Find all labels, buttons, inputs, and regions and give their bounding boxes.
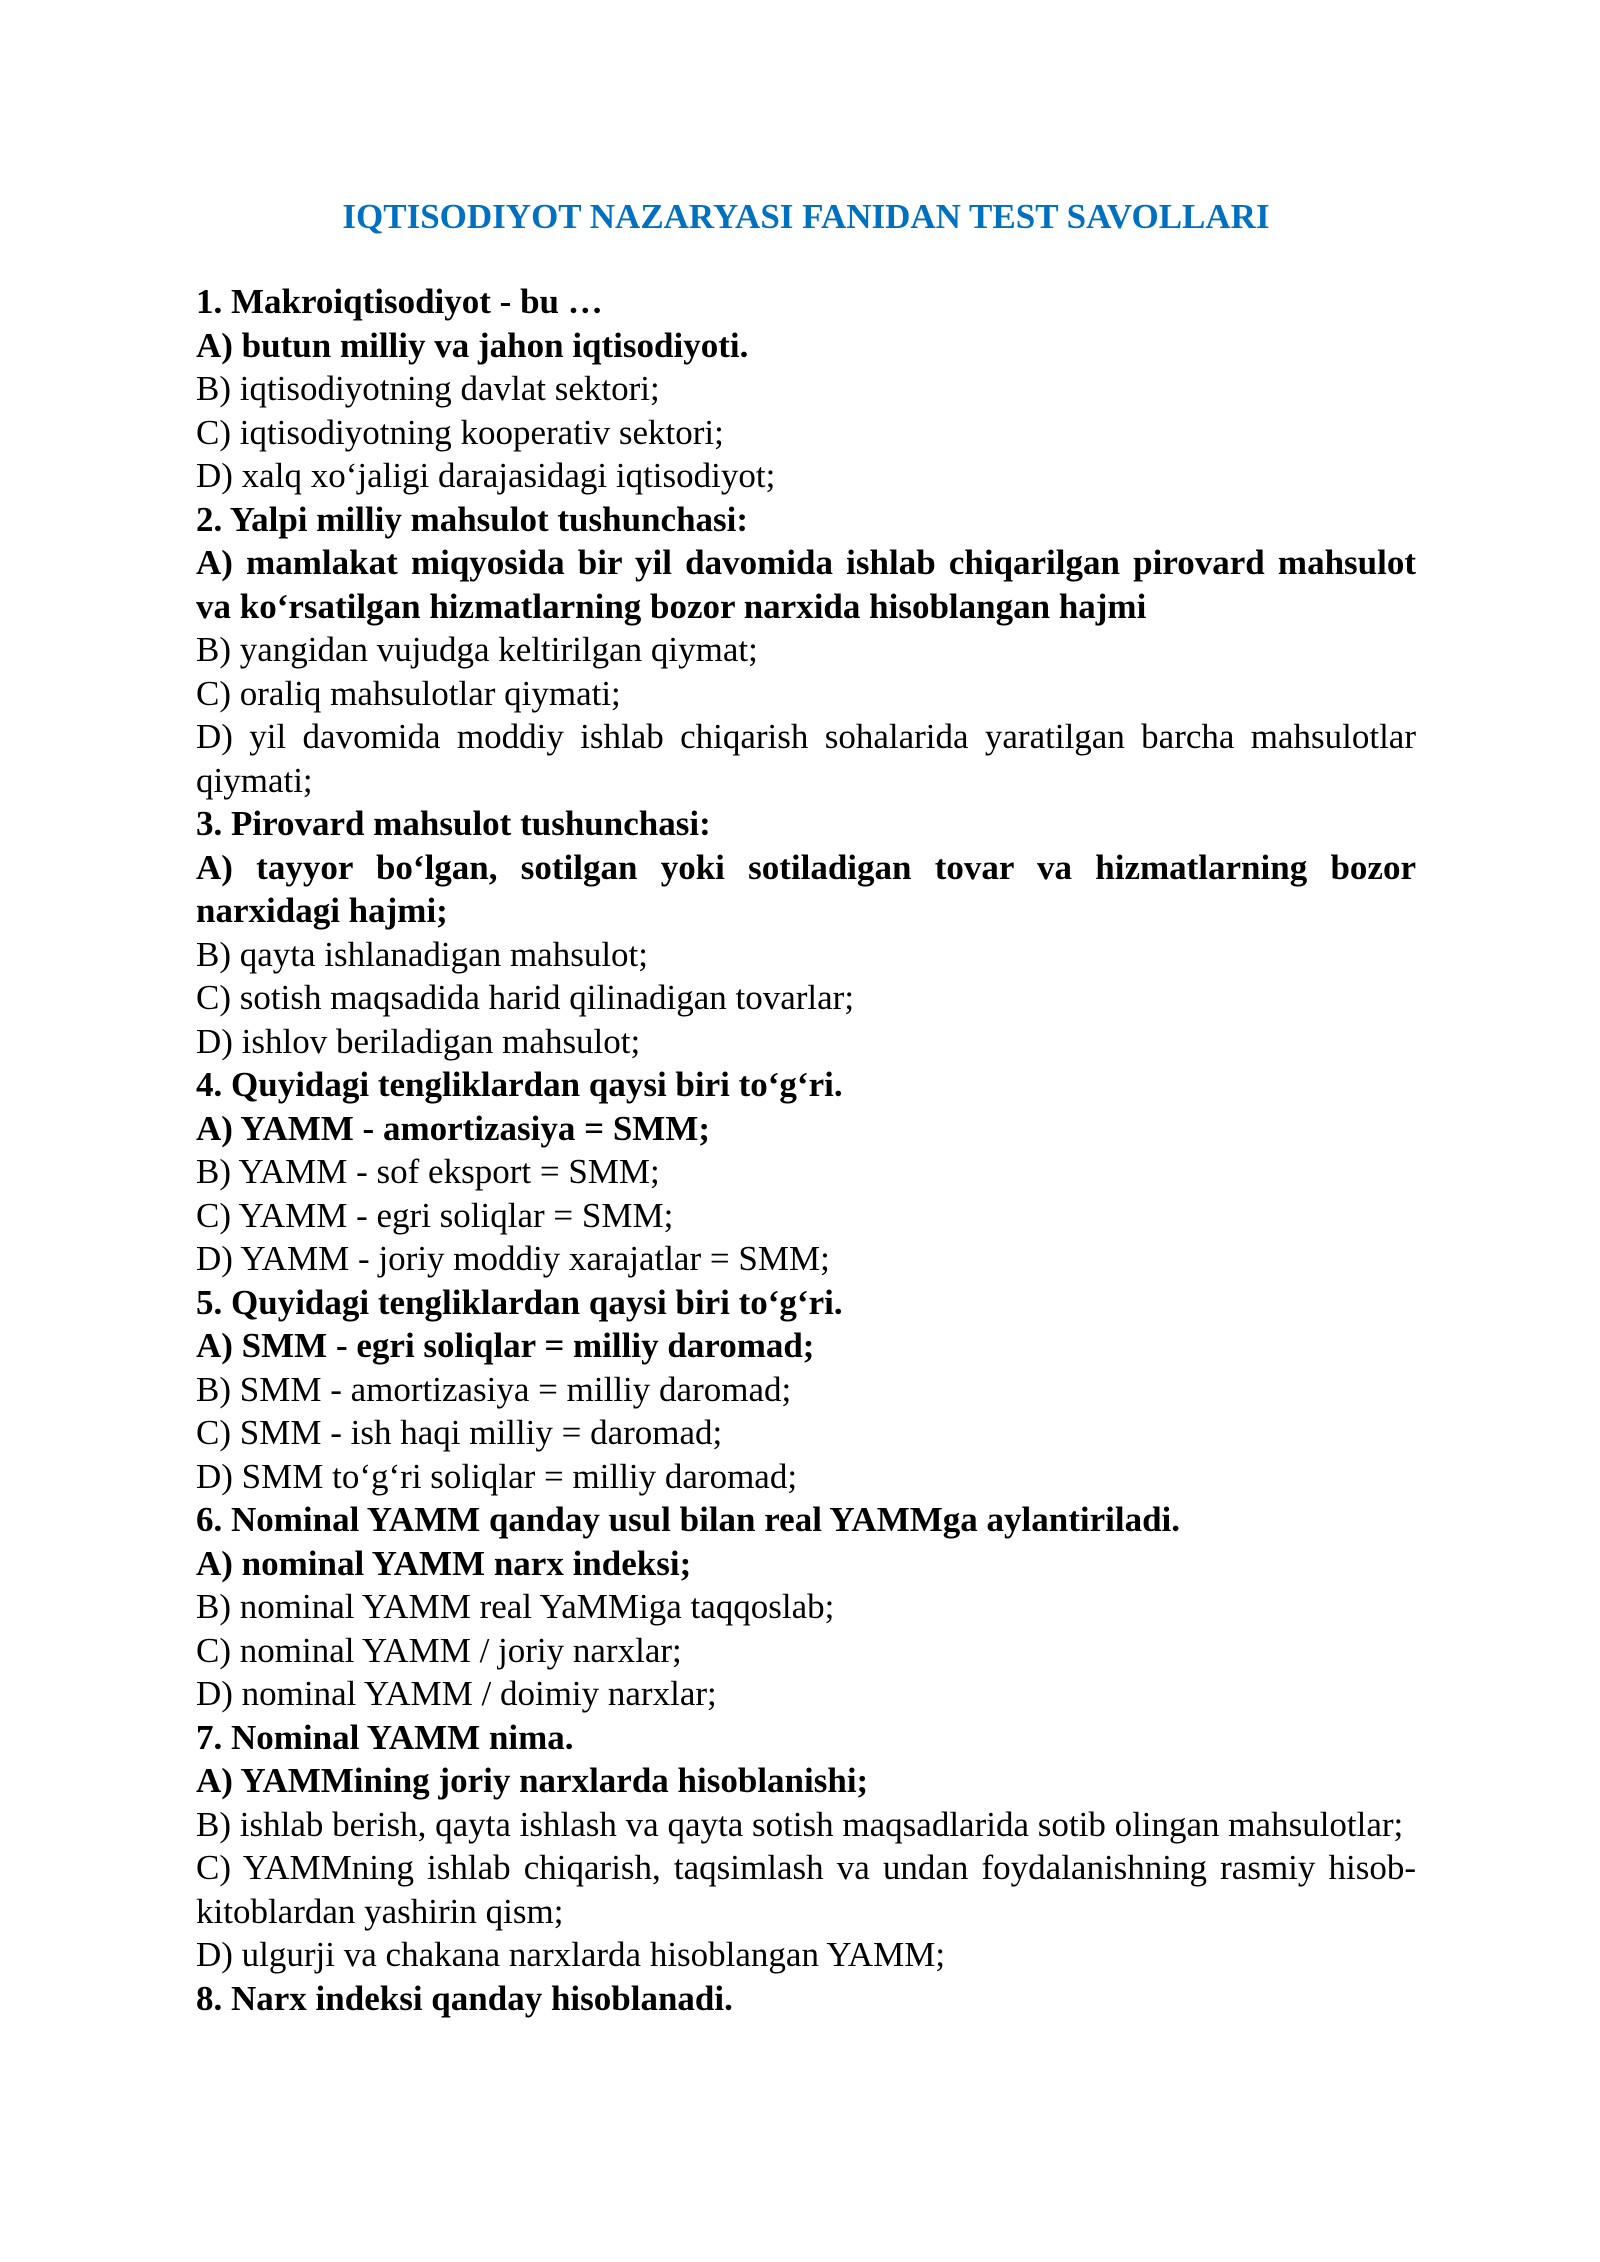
question-block <box>196 280 1416 498</box>
answer-option-c: C) oraliq mahsulotlar qiymati; <box>196 673 621 713</box>
answer-option-c: C) sotish maqsadida harid qilinadigan tovarlar; <box>196 978 855 1017</box>
question-list <box>196 280 1416 2020</box>
answer-option-c: C) nominal YAMM / joriy narxlar; <box>196 1630 682 1670</box>
answer-option-d: D) ulgurji va chakana narxlarda hisoblangan YAMM; <box>196 1935 946 1974</box>
answer-option-c: C) iqtisodiyotning kooperativ sektori; <box>196 412 724 452</box>
answer-option-d: D) ishlov beriladigan mahsulot; <box>196 1021 641 1061</box>
question-block <box>196 1716 1416 1977</box>
question-block <box>196 1977 1416 2021</box>
question-block <box>196 1498 1416 1716</box>
question-text: 6. Nominal YAMM qanday usul bilan real YAMMga aylantiriladi. <box>196 1500 1181 1539</box>
question-text: 1. Makroiqtisodiyot - bu … <box>196 282 603 321</box>
question-block <box>196 1063 1416 1281</box>
answer-option-d: D) nominal YAMM / doimiy narxlar; <box>196 1674 717 1713</box>
answer-option-d: D) xalq xo‘jaligi darajasidagi iqtisodiyot; <box>196 456 776 495</box>
question-text: 3. Pirovard mahsulot tushunchasi: <box>196 804 711 843</box>
answer-option-b: B) yangidan vujudga keltirilgan qiymat; <box>196 630 758 669</box>
answer-option-a: A) tayyor bo‘lgan, sotilgan yoki sotiladigan tovar va hizmatlarning bozor narxidagi hajmi; <box>196 847 1416 930</box>
answer-option-a: A) YAMMining joriy narxlarda hisoblanishi; <box>196 1761 869 1800</box>
answer-option-b: B) ishlab berish, qayta ishlash va qayta sotish maqsadlarida sotib olingan mahsulotlar; <box>196 1804 1404 1844</box>
question-text: 5. Quyidagi tengliklardan qaysi biri to‘g‘ri. <box>196 1282 843 1322</box>
answer-option-a: A) mamlakat miqyosida bir yil davomida ishlab chiqarilgan pirovard mahsulot va ko‘rsatilgan hizmatlarning bozor narxida hisoblangan hajmi <box>196 543 1416 626</box>
answer-option-a: A) butun milliy va jahon iqtisodiyoti. <box>196 325 749 365</box>
answer-option-b: B) iqtisodiyotning davlat sektori; <box>196 369 660 408</box>
answer-option-a: A) YAMM - amortizasiya = SMM; <box>196 1108 711 1148</box>
question-block <box>196 1281 1416 1499</box>
answer-option-c: C) YAMM - egri soliqlar = SMM; <box>196 1195 674 1235</box>
question-block <box>196 802 1416 1063</box>
answer-option-d: D) yil davomida moddiy ishlab chiqarish sohalarida yaratilgan barcha mahsulotlar qiymati; <box>196 717 1416 800</box>
answer-option-b: B) qayta ishlanadigan mahsulot; <box>196 934 648 974</box>
answer-option-d: D) SMM to‘g‘ri soliqlar = milliy daromad; <box>196 1456 798 1496</box>
question-text: 2. Yalpi milliy mahsulot tushunchasi: <box>196 499 749 539</box>
question-text: 8. Narx indeksi qanday hisoblanadi. <box>196 1978 733 2018</box>
answer-option-c: C) YAMMning ishlab chiqarish, taqsimlash va undan foydalanishning rasmiy hisob-kitoblardan yashirin qism; <box>196 1848 1416 1931</box>
document-title: IQTISODIYOT NAZARYASI FANIDAN TEST SAVOLLARI <box>342 197 1270 236</box>
answer-option-b: B) SMM - amortizasiya = milliy daromad; <box>196 1369 792 1409</box>
answer-option-a: A) SMM - egri soliqlar = milliy daromad; <box>196 1326 815 1365</box>
question-block <box>196 498 1416 803</box>
question-text: 7. Nominal YAMM nima. <box>196 1717 574 1757</box>
answer-option-b: B) YAMM - sof eksport = SMM; <box>196 1152 660 1191</box>
answer-option-a: A) nominal YAMM narx indeksi; <box>196 1543 692 1583</box>
answer-option-b: B) nominal YAMM real YaMMiga taqqoslab; <box>196 1587 835 1626</box>
document-page <box>196 192 1416 2020</box>
question-text: 4. Quyidagi tengliklardan qaysi biri to‘g‘ri. <box>196 1065 843 1104</box>
answer-option-d: D) YAMM - joriy moddiy xarajatlar = SMM; <box>196 1239 830 1278</box>
answer-option-c: C) SMM - ish haqi milliy = daromad; <box>196 1413 723 1452</box>
